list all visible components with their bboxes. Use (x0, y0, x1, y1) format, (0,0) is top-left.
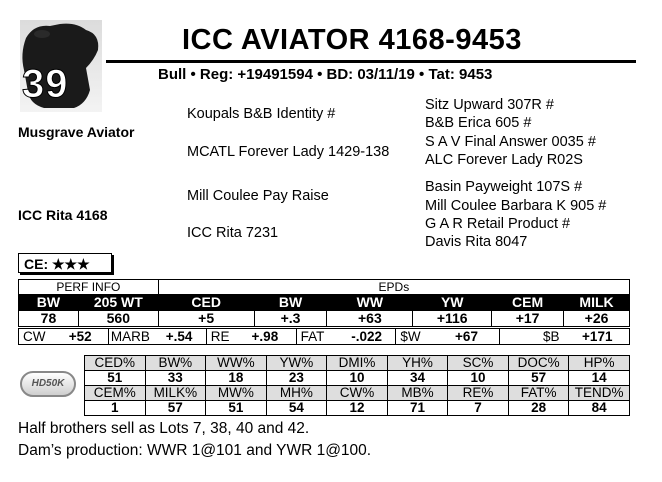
value-cell: 84 (569, 401, 630, 416)
percentile-header-row-2 (85, 386, 630, 401)
value-cell: 51 (206, 401, 267, 416)
pedigree-sd-sire: S A V Final Answer 0035 # (425, 134, 596, 150)
value-cell: 71 (387, 401, 448, 416)
header-cell: MW% (206, 386, 267, 401)
header-cell: DMI% (327, 356, 388, 371)
header-cell: SC% (448, 356, 509, 371)
header-cell: CEM% (85, 386, 146, 401)
pedigree-dam-dam: ICC Rita 7231 (187, 225, 279, 241)
fat-label: FAT (296, 329, 338, 345)
pedigree-ds-dam: Mill Coulee Barbara K 905 # (425, 198, 607, 214)
calving-ease-rating: CE: ★★★ (18, 253, 112, 273)
value-cell: 23 (266, 371, 327, 386)
dam-name: ICC Rita 4168 (18, 207, 108, 223)
header-cell: FAT% (508, 386, 569, 401)
cw-value: +52 (52, 329, 108, 345)
header-cell: HP% (569, 356, 630, 371)
header-cell: CED (158, 295, 254, 311)
header-cell: BW (19, 295, 79, 311)
value-cell: 54 (266, 401, 327, 416)
marb-value: +.54 (152, 329, 206, 345)
value-cell: 78 (19, 311, 79, 327)
value-cell: 1 (85, 401, 146, 416)
value-cell: 51 (85, 371, 146, 386)
header-cell: RE% (448, 386, 509, 401)
value-cell: 10 (327, 371, 388, 386)
note-half-brothers: Half brothers sell as Lots 7, 38, 40 and 42. (18, 420, 310, 437)
pedigree-dam-sire: Mill Coulee Pay Raise (187, 188, 329, 204)
cw-label: CW (19, 329, 53, 345)
value-cell: 57 (508, 371, 569, 386)
animal-title: ICC AVIATOR 4168-9453 (182, 24, 522, 56)
header-cell: CED% (85, 356, 146, 371)
value-cell: 18 (206, 371, 267, 386)
header-cell: 205 WT (78, 295, 158, 311)
percentile-value-row-2 (85, 401, 630, 416)
title-divider (106, 60, 636, 63)
perf-info-label: PERF INFO (19, 280, 159, 295)
value-cell: 28 (508, 401, 569, 416)
carcass-index-row (18, 328, 630, 345)
header-cell: MILK% (145, 386, 206, 401)
hd50k-badge: HD50K (20, 371, 76, 397)
value-cell: 34 (387, 371, 448, 386)
percentile-header-row-1 (85, 356, 630, 371)
percentile-table (84, 355, 630, 416)
header-cell: YW% (266, 356, 327, 371)
pedigree-ds-sire: Basin Payweight 107S # (425, 179, 583, 195)
epds-label: EPDs (158, 280, 629, 295)
note-dam-production: Dam’s production: WWR 1@101 and YWR 1@100. (18, 442, 372, 459)
value-cell: 12 (327, 401, 388, 416)
sire-name: Musgrave Aviator (18, 124, 135, 140)
value-cell: +17 (492, 311, 564, 327)
re-label: RE (206, 329, 234, 345)
header-cell: TEND% (569, 386, 630, 401)
registration-line: Bull • Reg: +19491594 • BD: 03/11/19 • Tat: 9453 (158, 66, 493, 83)
header-cell: MILK (564, 295, 630, 311)
percentile-value-row-1 (85, 371, 630, 386)
pedigree-sd-dam: ALC Forever Lady R02S (425, 152, 583, 168)
header-cell: CW% (327, 386, 388, 401)
header-cell: WW% (206, 356, 267, 371)
header-cell: MH% (266, 386, 327, 401)
header-cell: BW (254, 295, 327, 311)
epd-value-row (19, 311, 630, 327)
value-cell: 10 (448, 371, 509, 386)
value-cell: +.3 (254, 311, 327, 327)
epd-section-labels (19, 280, 630, 295)
value-cell: 33 (145, 371, 206, 386)
value-cell: +5 (158, 311, 254, 327)
re-value: +.98 (234, 329, 296, 345)
value-cell: +116 (413, 311, 492, 327)
lot-number: 39 (22, 62, 69, 106)
header-cell: WW (327, 295, 413, 311)
value-cell: +26 (564, 311, 630, 327)
value-cell: 14 (569, 371, 630, 386)
header-cell: CEM (492, 295, 564, 311)
sb-label: $B (500, 329, 566, 345)
pedigree-dd-dam: Davis Rita 8047 (425, 234, 528, 250)
header-cell: MB% (387, 386, 448, 401)
value-cell: 560 (78, 311, 158, 327)
pedigree-sire-sire: Koupals B&B Identity # (187, 106, 336, 122)
sw-value: +67 (434, 329, 500, 345)
header-cell: YH% (387, 356, 448, 371)
marb-label: MARB (108, 329, 152, 345)
pedigree-ss-dam: B&B Erica 605 # (425, 115, 532, 131)
header-cell: DOC% (508, 356, 569, 371)
header-cell: YW (413, 295, 492, 311)
pedigree-ss-sire: Sitz Upward 307R # (425, 97, 554, 113)
fat-value: -.022 (338, 329, 396, 345)
sb-value: +171 (566, 329, 630, 345)
pedigree-sire-dam: MCATL Forever Lady 1429-138 (187, 144, 390, 160)
epd-header-row (19, 295, 630, 311)
value-cell: +63 (327, 311, 413, 327)
epd-table (18, 279, 630, 327)
header-cell: BW% (145, 356, 206, 371)
pedigree-dd-sire: G A R Retail Product # (425, 216, 571, 232)
sw-label: $W (396, 329, 434, 345)
value-cell: 7 (448, 401, 509, 416)
value-cell: 57 (145, 401, 206, 416)
